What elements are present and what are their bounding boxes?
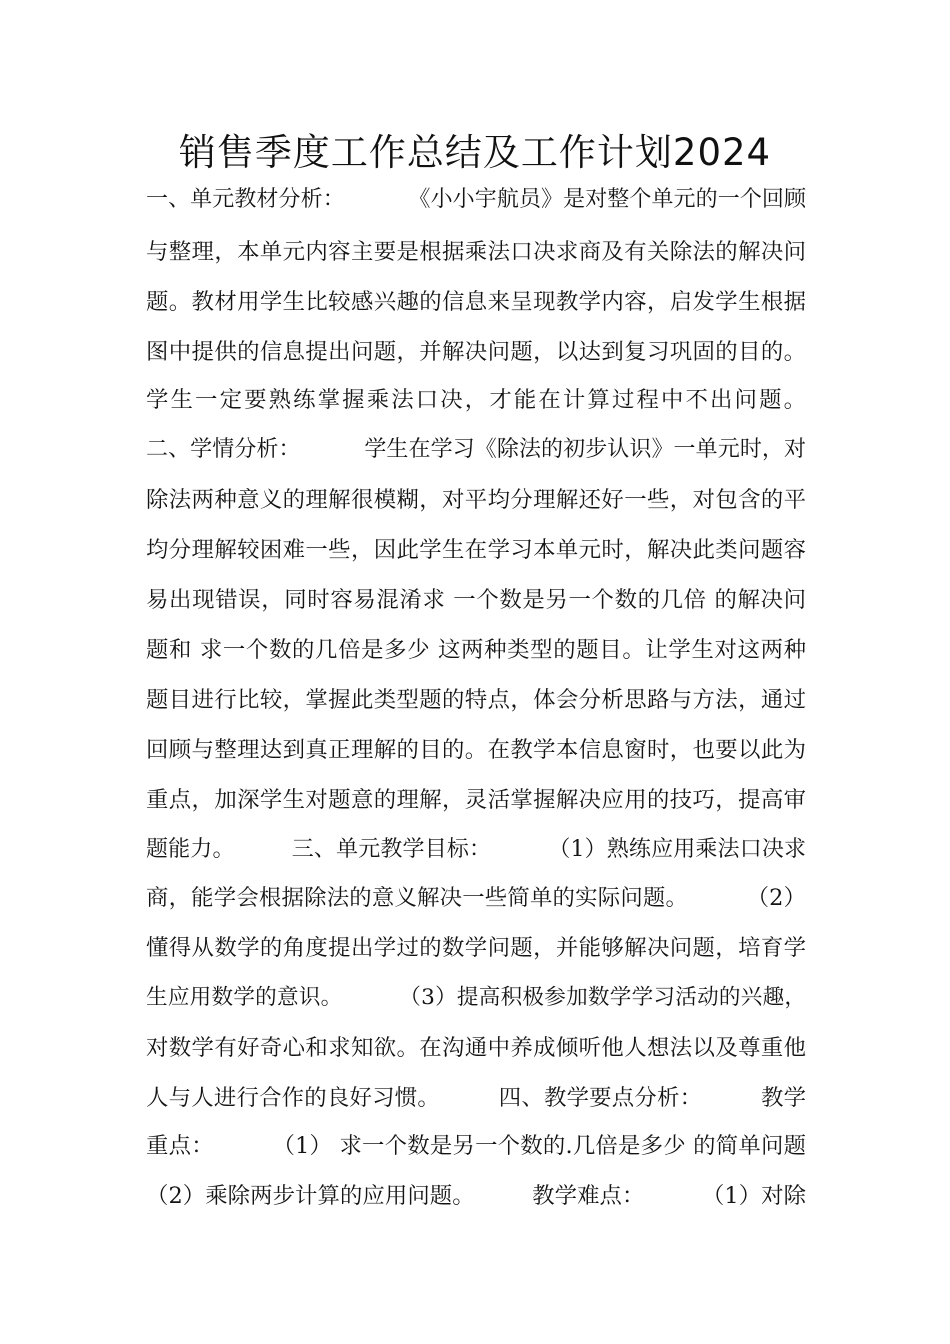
body-line-10: 题和 求一个数的几倍是多少 这两种类型的题目。让学生对这两种: [146, 637, 806, 663]
body-line-16: 懂得从数学的角度提出学过的数学问题，并能够解决问题，培育学: [146, 935, 806, 961]
body-line-1: 一、单元教材分析： 《小小宇航员》是对整个单元的一个回顾: [146, 187, 806, 212]
body-line-3: 题。教材用学生比较感兴趣的信息来呈现教学内容，启发学生根据: [146, 289, 806, 315]
body-line-15: 商，能学会根据除法的意义解决一些简单的实际问题。 （2）: [146, 885, 806, 911]
body-line-4: 图中提供的信息提出问题，并解决问题，以达到复习巩固的目的。: [146, 339, 806, 365]
body-line-12: 回顾与整理达到真正理解的目的。在教学本信息窗时，也要以此为: [146, 737, 806, 763]
body-line-5: 学生一定要熟练掌握乘法口决，才能在计算过程中不出问题。: [146, 387, 806, 413]
body-line-17: 生应用数学的意识。 （3）提高积极参加数学学习活动的兴趣，: [146, 985, 806, 1010]
document-title: 销售季度工作总结及工作计划2024: [178, 131, 772, 174]
body-line-13: 重点，加深学生对题意的理解，灵活掌握解决应用的技巧，提高审: [146, 787, 806, 813]
body-line-7: 除法两种意义的理解很模糊，对平均分理解还好一些，对包含的平: [146, 487, 806, 513]
body-line-19: 人与人进行合作的良好习惯。 四、教学要点分析： 教学: [146, 1085, 806, 1111]
body-line-11: 题目进行比较，掌握此类型题的特点，体会分析思路与方法，通过: [146, 687, 806, 713]
body-line-9: 易出现错误，同时容易混淆求 一个数是另一个数的几倍 的解决问: [146, 587, 806, 613]
body-line-18: 对数学有好奇心和求知欲。在沟通中养成倾听他人想法以及尊重他: [146, 1035, 806, 1061]
body-line-14: 题能力。 三、单元教学目标： （1）熟练应用乘法口决求: [146, 837, 806, 862]
body-line-6: 二、学情分析： 学生在学习《除法的初步认识》一单元时，对: [146, 437, 806, 462]
body-line-8: 均分理解较困难一些，因此学生在学习本单元时，解决此类问题容: [146, 537, 806, 563]
body-line-2: 与整理，本单元内容主要是根据乘法口决求商及有关除法的解决问: [146, 239, 806, 265]
body-line-21: （2）乘除两步计算的应用问题。 教学难点： （1）对除: [146, 1183, 806, 1209]
body-line-20: 重点： （1） 求一个数是另一个数的.几倍是多少 的简单问题: [146, 1133, 806, 1159]
